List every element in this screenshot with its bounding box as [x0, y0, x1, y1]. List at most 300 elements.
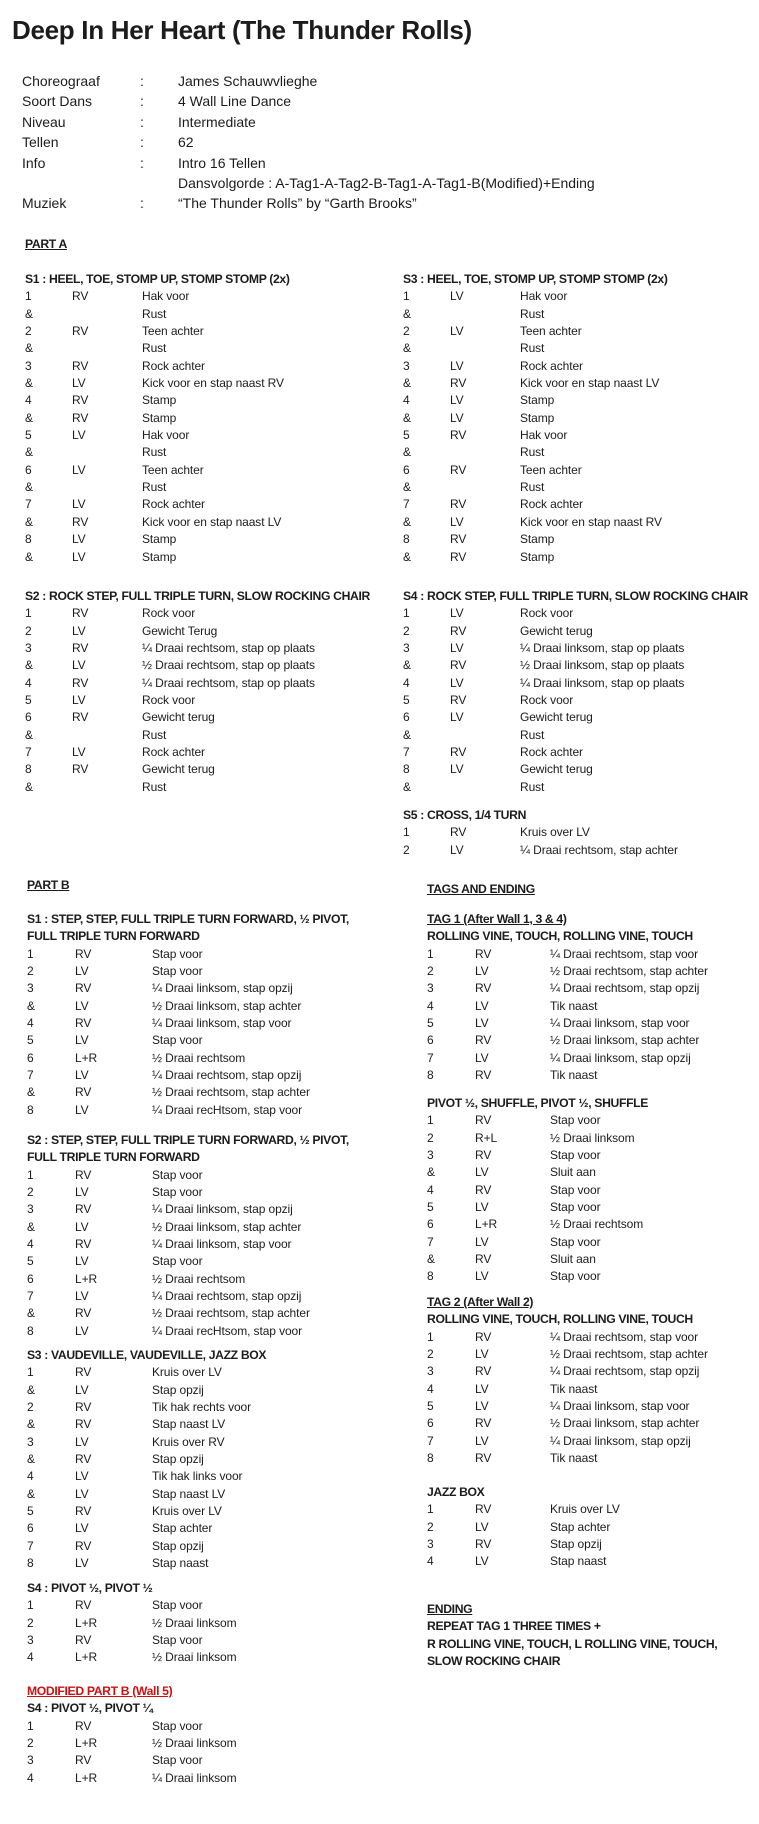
step-foot: RV — [450, 623, 467, 638]
step-foot — [450, 444, 520, 461]
step-row — [25, 549, 403, 566]
step-row — [27, 980, 405, 997]
step-desc: Stamp — [520, 532, 555, 547]
step-foot: RV — [72, 710, 89, 725]
step-foot: LV — [450, 514, 464, 529]
step-row — [25, 340, 403, 357]
step-desc: ½ Draai rechtsom, stap achter — [550, 964, 708, 979]
step-row — [27, 1416, 405, 1433]
step-foot: L+R — [75, 1650, 98, 1665]
step-row — [27, 1305, 405, 1322]
step-desc: Stap voor — [152, 946, 203, 961]
step-desc: Tik naast — [550, 1068, 598, 1083]
page-title: Deep In Her Heart (The Thunder Rolls) — [12, 15, 472, 45]
step-count: & — [27, 998, 35, 1013]
step-foot: RV — [450, 532, 467, 547]
step-desc: Rock achter — [520, 745, 583, 760]
step-count: 6 — [427, 1033, 434, 1048]
step-row — [403, 410, 759, 427]
step-desc: ½ Draai rechtsom — [152, 1050, 246, 1065]
step-desc: ½ Draai linksom, stap achter — [550, 1416, 700, 1431]
step-foot: RV — [75, 1718, 92, 1733]
step-count: 7 — [27, 1289, 34, 1304]
step-foot: RV — [75, 1598, 92, 1613]
step-foot: LV — [75, 1102, 89, 1117]
section-part-b-s4 — [27, 1580, 405, 1667]
step-desc: Gewicht Terug — [142, 623, 218, 638]
section-heading: S3 : VAUDEVILLE, VAUDEVILLE, JAZZ BOX — [27, 1348, 267, 1362]
step-foot: RV — [75, 1365, 92, 1380]
step-count: 3 — [27, 1633, 34, 1648]
step-desc: ½ Draai linksom — [550, 1130, 635, 1145]
step-count: 3 — [427, 981, 434, 996]
section-part-b-s2 — [27, 1132, 405, 1340]
step-row — [403, 605, 759, 622]
step-foot: RV — [450, 462, 467, 477]
step-count: & — [25, 445, 33, 460]
step-row — [27, 1735, 405, 1752]
step-count: 5 — [427, 1200, 434, 1215]
step-desc: ¼ Draai linksom, stap voor — [152, 1237, 292, 1252]
step-row — [27, 1271, 405, 1288]
step-count: & — [403, 480, 411, 495]
step-count: 3 — [403, 641, 410, 656]
step-count: & — [25, 779, 33, 794]
step-desc: Hak voor — [142, 428, 190, 443]
step-desc: Kick voor en stap naast RV — [142, 376, 284, 391]
section-label: PART B — [27, 878, 70, 892]
step-row — [27, 1050, 405, 1067]
step-desc: Stamp — [520, 410, 555, 425]
step-count: 4 — [427, 1554, 434, 1569]
section-heading: REPEAT TAG 1 THREE TIMES + — [427, 1619, 601, 1634]
step-count: 2 — [403, 842, 410, 857]
step-desc: Rust — [142, 306, 167, 321]
step-desc: Stamp — [520, 393, 555, 408]
step-foot: RV — [75, 1417, 92, 1432]
step-desc: ¼ Draai recHtsom, stap voor — [152, 1323, 303, 1338]
section-part-b-s1 — [27, 911, 405, 1119]
step-desc: Stap achter — [550, 1519, 611, 1534]
step-foot: RV — [475, 1148, 492, 1163]
step-desc: Rust — [142, 727, 167, 742]
step-foot: RV — [450, 428, 467, 443]
step-count: 8 — [25, 532, 32, 547]
section-heading: FULL TRIPLE TURN FORWARD — [27, 929, 200, 944]
step-desc: Sluit aan — [550, 1252, 596, 1267]
step-desc: Rock voor — [142, 606, 196, 621]
step-foot: RV — [72, 393, 89, 408]
step-count: 2 — [427, 1519, 434, 1534]
step-row — [427, 1398, 759, 1415]
step-foot: RV — [475, 1252, 492, 1267]
step-foot — [450, 479, 520, 496]
step-desc: Stap voor — [152, 1753, 203, 1768]
step-foot — [450, 306, 520, 323]
step-row — [27, 1520, 405, 1537]
step-row — [427, 1268, 759, 1285]
step-desc: Gewicht terug — [142, 762, 215, 777]
step-count: 7 — [25, 745, 32, 760]
step-count: 5 — [427, 1016, 434, 1031]
step-row — [403, 779, 759, 796]
step-desc: ½ Draai linksom — [152, 1650, 237, 1665]
step-row — [403, 479, 759, 496]
step-desc: Kruis over LV — [152, 1365, 222, 1380]
step-count: 6 — [25, 462, 32, 477]
step-count: & — [427, 1252, 435, 1267]
step-desc: Stamp — [142, 410, 177, 425]
step-foot: RV — [475, 981, 492, 996]
step-row — [25, 514, 403, 531]
section-label: PART A — [25, 237, 67, 251]
step-foot: RV — [475, 1451, 492, 1466]
step-row — [25, 744, 403, 761]
step-foot: RV — [72, 289, 89, 304]
step-count: 3 — [27, 981, 34, 996]
step-desc: Stap opzij — [152, 1538, 204, 1553]
step-desc: ¼ Draai linksom, stap opzij — [152, 1202, 293, 1217]
step-desc: Rust — [142, 445, 167, 460]
step-foot: RV — [75, 946, 92, 961]
step-desc: Stap opzij — [550, 1537, 602, 1552]
step-foot: LV — [450, 710, 464, 725]
step-row — [25, 375, 403, 392]
section-label: TAG 1 (After Wall 1, 3 & 4) — [427, 912, 567, 926]
section-heading: JAZZ BOX — [427, 1485, 485, 1499]
step-foot: LV — [72, 623, 86, 638]
step-row — [427, 1147, 759, 1164]
step-desc: Tik naast — [550, 1381, 598, 1396]
step-row — [427, 1346, 759, 1363]
step-count: 2 — [27, 1615, 34, 1630]
step-count: 1 — [427, 1113, 434, 1128]
step-desc: ½ Draai linksom — [152, 1615, 237, 1630]
step-count: 6 — [25, 710, 32, 725]
info-colon: : — [140, 195, 144, 212]
step-foot: RV — [72, 762, 89, 777]
step-row — [427, 1130, 759, 1147]
part-a-heading — [25, 236, 67, 253]
step-count: 3 — [427, 1537, 434, 1552]
info-label: Soort Dans — [22, 93, 93, 110]
step-count: 4 — [427, 1182, 434, 1197]
step-row — [27, 963, 405, 980]
step-desc: ¼ Draai rechtsom, stap op plaats — [142, 641, 315, 656]
step-desc: Gewicht terug — [520, 762, 593, 777]
step-row — [427, 1519, 759, 1536]
step-desc: Rock achter — [142, 745, 205, 760]
step-desc: Stap voor — [152, 1254, 203, 1269]
step-row — [27, 1597, 405, 1614]
step-row — [427, 1433, 759, 1450]
step-count: 6 — [27, 1050, 34, 1065]
step-count: 3 — [403, 358, 410, 373]
info-label: Choreograaf — [22, 73, 100, 89]
step-foot: LV — [75, 1556, 89, 1571]
step-foot: LV — [72, 428, 86, 443]
step-row — [403, 709, 759, 726]
step-row — [25, 709, 403, 726]
step-count: 5 — [27, 1504, 34, 1519]
step-row — [403, 444, 759, 461]
info-colon: : — [140, 73, 144, 89]
info-label: Muziek — [22, 195, 67, 212]
step-desc: Teen achter — [520, 324, 582, 339]
info-value: 62 — [178, 134, 194, 151]
step-desc: ½ Draai rechtsom, stap achter — [152, 1085, 310, 1100]
step-row — [403, 744, 759, 761]
step-row — [25, 640, 403, 657]
step-count: 1 — [403, 825, 410, 840]
info-colon: : — [140, 113, 144, 130]
section-heading: ROLLING VINE, TOUCH, ROLLING VINE, TOUCH — [427, 929, 693, 944]
step-count: 4 — [27, 1770, 34, 1785]
step-count: 4 — [427, 998, 434, 1013]
step-foot: RV — [75, 1400, 92, 1415]
step-row — [403, 358, 759, 375]
step-foot: LV — [75, 1289, 89, 1304]
step-foot: LV — [450, 393, 464, 408]
step-foot — [72, 340, 142, 357]
step-row — [27, 1649, 405, 1666]
section-label: TAG 2 (After Wall 2) — [427, 1295, 534, 1309]
step-foot: LV — [75, 1185, 89, 1200]
step-desc: Stap opzij — [152, 1382, 204, 1397]
step-desc: Kruis over LV — [550, 1502, 620, 1517]
step-desc: ¼ Draai linksom, stap opzij — [550, 1050, 691, 1065]
step-desc: ¼ Draai rechtsom, stap opzij — [152, 1289, 302, 1304]
step-row — [403, 288, 759, 305]
info-colon — [140, 173, 178, 193]
info-label: Niveau — [22, 113, 66, 130]
step-count: 6 — [27, 1271, 34, 1286]
step-count: 3 — [27, 1202, 34, 1217]
step-count: 8 — [403, 532, 410, 547]
step-row — [403, 531, 759, 548]
step-foot: L+R — [475, 1217, 498, 1232]
info-row — [22, 193, 595, 213]
step-count: 8 — [403, 762, 410, 777]
step-count: 1 — [427, 1502, 434, 1517]
step-row — [25, 306, 403, 323]
step-desc: Stap naast — [152, 1556, 209, 1571]
step-count: 7 — [27, 1538, 34, 1553]
step-count: & — [403, 514, 411, 529]
step-count: 3 — [27, 1753, 34, 1768]
step-foot: RV — [75, 1538, 92, 1553]
step-desc: Rust — [142, 779, 167, 794]
step-desc: ½ Draai linksom, stap op plaats — [520, 658, 685, 673]
step-foot: LV — [475, 1200, 489, 1215]
step-row — [403, 824, 759, 841]
step-foot: LV — [75, 1323, 89, 1338]
section-heading: SLOW ROCKING CHAIR — [427, 1654, 561, 1669]
step-row — [403, 842, 759, 859]
step-count: 3 — [25, 358, 32, 373]
step-row — [27, 1555, 405, 1572]
info-row — [22, 71, 595, 91]
step-count: 4 — [427, 1381, 434, 1396]
step-count: 7 — [427, 1433, 434, 1448]
step-desc: Stamp — [142, 532, 177, 547]
info-label: Tellen — [22, 134, 59, 151]
step-row — [25, 392, 403, 409]
part-b-heading — [27, 877, 69, 894]
step-foot: LV — [450, 606, 464, 621]
info-colon: : — [140, 93, 144, 110]
step-desc: Rock achter — [142, 358, 205, 373]
step-count: 3 — [427, 1148, 434, 1163]
step-desc: ¼ Draai linksom, stap opzij — [550, 1433, 691, 1448]
info-colon: : — [140, 134, 144, 151]
step-row — [27, 1323, 405, 1340]
step-count: 4 — [27, 1237, 34, 1252]
step-row — [427, 1216, 759, 1233]
step-count: 8 — [427, 1269, 434, 1284]
step-row — [403, 392, 759, 409]
step-row — [427, 1067, 759, 1084]
info-value: Intermediate — [178, 113, 256, 130]
section-heading: FULL TRIPLE TURN FORWARD — [27, 1150, 200, 1165]
step-desc: Stap voor — [152, 1633, 203, 1648]
step-foot: RV — [72, 675, 89, 690]
step-row — [27, 1364, 405, 1381]
step-row — [25, 358, 403, 375]
step-row — [27, 1253, 405, 1270]
step-row — [27, 1752, 405, 1769]
info-row — [22, 173, 595, 193]
step-count: & — [25, 306, 33, 321]
step-count: 2 — [27, 1400, 34, 1415]
step-foot: RV — [475, 1537, 492, 1552]
step-foot: RV — [450, 745, 467, 760]
step-row — [25, 727, 403, 744]
info-row — [22, 112, 595, 132]
step-desc: Rust — [520, 480, 545, 495]
section-heading: S4 : PIVOT ½, PIVOT ½ — [27, 1581, 153, 1595]
step-count: 1 — [27, 1365, 34, 1380]
step-foot — [72, 444, 142, 461]
step-count: 2 — [27, 1736, 34, 1751]
step-row — [25, 779, 403, 796]
step-foot: RV — [475, 1113, 492, 1128]
step-count: 3 — [27, 1434, 34, 1449]
step-row — [427, 980, 759, 997]
step-desc: Stap voor — [550, 1148, 601, 1163]
step-desc: ½ Draai rechtsom — [152, 1271, 246, 1286]
step-count: & — [403, 727, 411, 742]
step-foot: L+R — [75, 1736, 98, 1751]
step-count: & — [27, 1085, 35, 1100]
step-row — [25, 657, 403, 674]
step-desc: Stap voor — [152, 1718, 203, 1733]
step-row — [25, 427, 403, 444]
step-desc: Kruis over LV — [520, 825, 590, 840]
info-label: Info — [22, 154, 46, 171]
step-foot: RV — [75, 1306, 92, 1321]
step-foot: L+R — [75, 1271, 98, 1286]
step-count: 5 — [427, 1399, 434, 1414]
step-row — [27, 1538, 405, 1555]
step-row — [403, 657, 759, 674]
step-count: 4 — [27, 1650, 34, 1665]
section-heading: S1 : HEEL, TOE, STOMP UP, STOMP STOMP (2x) — [25, 272, 290, 286]
step-count: 2 — [427, 964, 434, 979]
step-row — [25, 323, 403, 340]
step-count: 1 — [427, 946, 434, 961]
section-pivot-shuffle — [427, 1095, 759, 1286]
step-desc: Stamp — [142, 393, 177, 408]
step-count: 1 — [427, 1329, 434, 1344]
step-count: 8 — [25, 762, 32, 777]
step-foot: LV — [450, 842, 464, 857]
step-foot: LV — [475, 1269, 489, 1284]
step-row — [427, 1553, 759, 1570]
step-row — [27, 1067, 405, 1084]
step-desc: ¼ Draai rechtsom, stap voor — [550, 946, 699, 961]
section-label: TAGS AND ENDING — [427, 882, 535, 896]
step-foot: RV — [75, 1237, 92, 1252]
step-foot: L+R — [75, 1770, 98, 1785]
step-count: 1 — [25, 289, 32, 304]
step-row — [427, 998, 759, 1015]
step-row — [27, 1399, 405, 1416]
step-row — [427, 1050, 759, 1067]
step-desc: ¼ Draai rechtsom, stap opzij — [550, 1364, 700, 1379]
section-tag-1 — [427, 911, 759, 1084]
step-count: & — [403, 376, 411, 391]
step-foot — [72, 306, 142, 323]
step-count: 6 — [403, 462, 410, 477]
step-foot: RV — [72, 358, 89, 373]
step-foot: LV — [475, 1234, 489, 1249]
step-row — [427, 1536, 759, 1553]
section-tag-2 — [427, 1294, 759, 1467]
step-row — [27, 1718, 405, 1735]
step-row — [27, 1167, 405, 1184]
step-foot — [450, 779, 520, 796]
step-row — [403, 514, 759, 531]
info-value: Dansvolgorde : A-Tag1-A-Tag2-B-Tag1-A-Tag1-B(Modified)+Ending — [178, 175, 595, 192]
step-row — [25, 692, 403, 709]
step-desc: Teen achter — [520, 462, 582, 477]
step-row — [403, 340, 759, 357]
step-row — [25, 462, 403, 479]
step-row — [27, 1434, 405, 1451]
step-foot: RV — [475, 1329, 492, 1344]
step-foot: RV — [72, 641, 89, 656]
step-desc: Rust — [520, 341, 545, 356]
step-row — [427, 1112, 759, 1129]
step-foot: LV — [450, 358, 464, 373]
step-foot: RV — [475, 1182, 492, 1197]
step-desc: Stap voor — [152, 1033, 203, 1048]
step-count: 1 — [403, 606, 410, 621]
step-row — [403, 549, 759, 566]
step-desc: Rust — [520, 779, 545, 794]
step-count: 5 — [27, 1254, 34, 1269]
section-ending — [427, 1601, 759, 1670]
step-count: 2 — [427, 1130, 434, 1145]
section-heading: S5 : CROSS, 1/4 TURN — [403, 808, 527, 822]
step-row — [427, 1381, 759, 1398]
step-foot: LV — [475, 964, 489, 979]
step-row — [27, 1632, 405, 1649]
step-desc: Hak voor — [520, 428, 568, 443]
step-count: 7 — [427, 1050, 434, 1065]
step-row — [25, 761, 403, 778]
